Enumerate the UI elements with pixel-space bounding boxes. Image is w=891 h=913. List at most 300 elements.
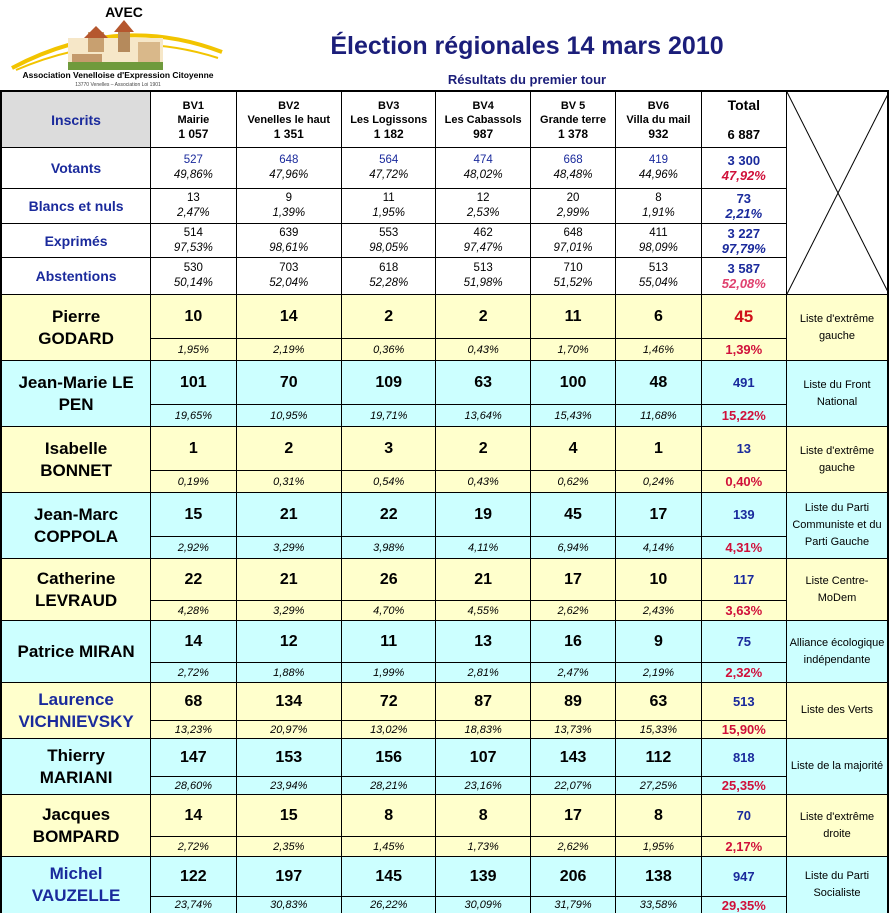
stat-cell [616,258,701,295]
cross-mark-icon [787,92,888,294]
vote-count: 156 [342,739,436,777]
vote-percent: 2,72% [151,837,236,857]
stat-value: 710 [563,262,583,275]
stat-percent: 50,14% [173,277,213,290]
list-name: Liste des Verts [786,683,888,739]
candidate-votes-row [1,493,888,537]
stat-total-percent: 97,79% [721,240,766,256]
candidate-last-name: VAUZELLE [31,886,121,906]
candidate-first-name: Jean-Marc [34,504,119,524]
candidate-last-name: VICHNIEVSKY [18,711,134,731]
vote-count: 11 [342,621,436,663]
vote-percent: 31,79% [530,897,615,913]
stat-percent: 2,99% [556,206,590,219]
vote-percent: 2,81% [436,663,530,683]
logo-association-name: Association Venelloise d'Expression Citoyenne [22,70,214,80]
vote-percent: 13,73% [530,721,615,739]
vote-percent: 0,31% [236,471,341,493]
logo-name: AVEC [105,4,143,20]
vote-count: 112 [616,739,701,777]
stat-cell [616,223,701,258]
vote-percent: 13,02% [342,721,436,739]
bv-header: BV4 Les Cabassols 987 [436,91,530,148]
candidate-name [1,427,151,493]
vote-percent: 0,19% [151,471,236,493]
vote-percent: 1,95% [151,339,236,361]
page-subtitle: Résultats du premier tour [447,72,607,87]
vote-percent: 33,58% [616,897,701,913]
total-percent: 0,40% [701,471,786,493]
stat-total-cell [701,148,786,189]
stat-percent: 47,72% [369,169,409,182]
stat-percent: 48,02% [463,169,503,182]
vote-count: 1 [616,427,701,471]
vote-count: 8 [436,795,530,837]
stat-value: 513 [473,262,493,275]
vote-count: 100 [530,361,615,405]
vote-count: 2 [342,295,436,339]
total-votes: 513 [701,683,786,721]
candidate-votes-row [1,295,888,339]
stat-total-percent: 2,21% [725,205,763,221]
stat-cell [436,189,530,224]
total-percent: 1,39% [701,339,786,361]
stat-cell [530,223,615,258]
list-name: Liste d'extrême gauche [786,295,888,361]
vote-percent: 23,16% [436,777,530,795]
vote-percent: 0,43% [436,471,530,493]
vote-percent: 2,35% [236,837,341,857]
stat-cell [151,148,236,189]
header-row [1,91,888,148]
candidate-name [1,621,151,683]
candidate-last-name: BONNET [40,460,112,480]
total-percent: 2,17% [701,837,786,857]
stat-value: 564 [379,154,399,167]
vote-count: 2 [436,295,530,339]
list-name: Liste de la majorité [786,739,888,795]
stat-cell [236,148,341,189]
vote-count: 8 [342,795,436,837]
page-title: Élection régionales 14 mars 2010 [330,32,724,60]
stat-value: 514 [183,226,203,239]
vote-count: 2 [236,427,341,471]
candidate-first-name: Catherine [36,568,116,588]
vote-count: 17 [616,493,701,537]
vote-percent: 6,94% [530,537,615,559]
vote-percent: 13,64% [436,405,530,427]
candidate-votes-row [1,621,888,663]
candidate-last-name: MARIANI [39,767,113,787]
vote-percent: 15,33% [616,721,701,739]
total-votes: 491 [701,361,786,405]
list-name: Liste d'extrême droite [786,795,888,857]
stat-total-percent: 47,92% [721,168,766,184]
stat-total-cell [701,189,786,224]
stat-label: Votants [1,148,151,189]
total-votes: 947 [701,857,786,897]
stat-value: 530 [183,262,203,275]
vote-percent: 20,97% [236,721,341,739]
candidate-name [1,739,151,795]
logo-tagline: 13770 Venelles – Association Loi 1901 [75,82,161,88]
stat-value: 527 [183,154,203,167]
stat-value: 553 [379,226,399,239]
bv-header: BV1 Mairie 1 057 [151,91,236,148]
vote-count: 89 [530,683,615,721]
candidate-first-name: Thierry [47,745,105,765]
vote-percent: 4,14% [616,537,701,559]
results-table [0,90,889,913]
vote-count: 4 [530,427,615,471]
vote-count: 87 [436,683,530,721]
candidate-name [1,795,151,857]
stat-percent: 1,91% [642,206,675,219]
vote-percent: 3,29% [236,537,341,559]
stat-value: 411 [649,226,668,239]
vote-percent: 1,99% [342,663,436,683]
candidate-last-name: COPPOLA [34,526,119,546]
vote-percent: 2,72% [151,663,236,683]
candidate-votes-row [1,559,888,601]
stat-cell [436,148,530,189]
candidate-name [1,493,151,559]
stat-total-value: 3 300 [727,153,761,169]
vote-percent: 10,95% [236,405,341,427]
vote-count: 14 [151,795,236,837]
vote-percent: 4,11% [436,537,530,559]
stat-label: Blancs et nuls [1,189,151,224]
stat-percent: 55,04% [638,277,678,290]
vote-count: 6 [616,295,701,339]
vote-count: 68 [151,683,236,721]
vote-count: 22 [151,559,236,601]
total-percent: 3,63% [701,601,786,621]
candidate-first-name: Laurence [38,689,114,709]
total-votes: 75 [701,621,786,663]
stat-value: 639 [279,226,299,239]
vote-percent: 13,23% [151,721,236,739]
vote-percent: 26,22% [342,897,436,913]
vote-count: 3 [342,427,436,471]
stat-value: 419 [648,154,669,167]
vote-count: 14 [236,295,341,339]
stat-cell [436,223,530,258]
total-votes: 70 [701,795,786,837]
vote-count: 2 [436,427,530,471]
vote-count: 101 [151,361,236,405]
vote-count: 72 [342,683,436,721]
total-percent: 15,90% [701,721,786,739]
page-header [0,0,891,92]
stat-total-cell [701,223,786,258]
vote-percent: 19,71% [342,405,436,427]
stat-percent: 98,05% [369,241,409,254]
vote-count: 10 [616,559,701,601]
stat-cell [236,189,341,224]
stat-value: 462 [473,226,493,239]
stat-percent: 1,95% [372,206,406,219]
stat-cell [151,189,236,224]
vote-percent: 1,46% [616,339,701,361]
vote-count: 147 [151,739,236,777]
list-name: Liste du Parti Socialiste [786,857,888,913]
stat-cell [530,189,615,224]
stat-total-cell [701,258,786,295]
vote-count: 70 [236,361,341,405]
vote-count: 45 [530,493,615,537]
candidate-first-name: Isabelle [44,438,108,458]
results-body [1,91,888,913]
vote-count: 107 [436,739,530,777]
stat-cell [236,258,341,295]
vote-count: 16 [530,621,615,663]
vote-percent: 28,60% [151,777,236,795]
vote-count: 197 [236,857,341,897]
stat-percent: 52,28% [369,277,409,290]
logo-village-icon [8,18,228,72]
stat-value: 648 [279,154,299,167]
vote-percent: 1,88% [236,663,341,683]
stat-cell [151,258,236,295]
candidate-first-name: Jean-Marie LE [18,372,134,392]
stat-percent: 98,09% [638,241,678,254]
stat-value: 8 [655,191,662,204]
stat-cell [342,258,436,295]
vote-percent: 1,95% [616,837,701,857]
vote-count: 138 [616,857,701,897]
stat-value: 11 [382,191,395,204]
candidate-name [1,295,151,361]
candidate-first-name: Michel [49,864,103,884]
vote-percent: 22,07% [530,777,615,795]
candidate-last-name: BOMPARD [32,826,120,846]
stat-row [1,223,888,258]
stat-cell [616,148,701,189]
vote-percent: 15,43% [530,405,615,427]
vote-count: 13 [436,621,530,663]
vote-count: 206 [530,857,615,897]
vote-count: 10 [151,295,236,339]
candidate-name [1,857,151,913]
vote-percent: 1,73% [436,837,530,857]
stat-percent: 1,39% [272,206,306,219]
candidate-first-name: Jacques [42,804,111,824]
vote-percent: 1,45% [342,837,436,857]
vote-percent: 2,19% [236,339,341,361]
vote-percent: 4,55% [436,601,530,621]
list-name: Liste Centre-MoDem [786,559,888,621]
vote-count: 15 [151,493,236,537]
candidate-first-name: Pierre [51,306,101,326]
stat-row [1,189,888,224]
candidate-votes-row [1,795,888,837]
stat-percent: 47,96% [269,169,309,182]
vote-count: 17 [530,795,615,837]
stat-row [1,148,888,189]
vote-percent: 2,19% [616,663,701,683]
list-name: Liste du Parti Communiste et du Parti Gauche [786,493,888,559]
vote-percent: 19,65% [151,405,236,427]
vote-count: 15 [236,795,341,837]
total-percent: 15,22% [701,405,786,427]
stat-value: 618 [379,262,399,275]
stat-percent: 49,86% [173,169,213,182]
vote-count: 12 [236,621,341,663]
vote-percent: 4,70% [342,601,436,621]
vote-percent: 23,94% [236,777,341,795]
vote-count: 14 [151,621,236,663]
vote-count: 122 [151,857,236,897]
stat-total-value: 3 227 [727,225,761,241]
stat-percent: 52,04% [269,277,309,290]
stat-cell [436,258,530,295]
candidate-votes-row [1,683,888,721]
candidate-votes-row [1,739,888,777]
vote-percent: 2,62% [530,601,615,621]
vote-count: 26 [342,559,436,601]
total-votes: 139 [701,493,786,537]
stat-value: 9 [285,191,292,204]
stat-cell [530,148,615,189]
vote-count: 11 [530,295,615,339]
vote-percent: 27,25% [616,777,701,795]
vote-count: 134 [236,683,341,721]
vote-count: 109 [342,361,436,405]
vote-percent: 0,54% [342,471,436,493]
stat-total-value: 73 [736,190,752,206]
total-header: Total 6 887 [701,91,786,148]
stat-cell [342,148,436,189]
vote-percent: 28,21% [342,777,436,795]
stat-label: Abstentions [1,258,151,295]
stat-value: 703 [279,262,299,275]
vote-count: 1 [151,427,236,471]
bv-header: BV3 Les Logissons 1 182 [342,91,436,148]
vote-percent: 0,43% [436,339,530,361]
total-votes: 45 [701,295,786,339]
stat-value: 12 [476,191,490,204]
vote-percent: 3,29% [236,601,341,621]
vote-count: 139 [436,857,530,897]
candidate-votes-row [1,361,888,405]
stat-percent: 97,47% [463,241,503,254]
vote-count: 9 [616,621,701,663]
vote-percent: 0,24% [616,471,701,493]
list-name: Alliance écologique indépendante [786,621,888,683]
vote-percent: 4,28% [151,601,236,621]
stat-row [1,258,888,295]
stat-cell [342,189,436,224]
vote-percent: 18,83% [436,721,530,739]
vote-percent: 2,62% [530,837,615,857]
stat-percent: 44,96% [638,169,678,182]
stat-value: 474 [473,154,493,167]
stat-percent: 2,47% [177,206,210,219]
candidate-last-name: LEVRAUD [35,590,118,610]
vote-count: 19 [436,493,530,537]
stat-value: 668 [563,154,583,167]
stat-percent: 48,48% [553,169,593,182]
stat-percent: 2,53% [466,206,500,219]
candidate-last-name: PEN [58,394,94,414]
vote-percent: 3,98% [342,537,436,559]
stat-percent: 51,52% [553,277,593,290]
vote-percent: 0,62% [530,471,615,493]
candidate-name [1,683,151,739]
vote-percent: 23,74% [151,897,236,913]
vote-count: 48 [616,361,701,405]
vote-count: 21 [236,559,341,601]
vote-percent: 30,83% [236,897,341,913]
vote-count: 63 [436,361,530,405]
stat-total-value: 3 587 [727,261,761,277]
empty-crossed-cell [786,91,888,295]
candidate-name [1,361,151,427]
list-name: Liste d'extrême gauche [786,427,888,493]
total-votes: 13 [701,427,786,471]
stat-value: 513 [648,262,669,275]
bv-header: BV6 Villa du mail 932 [616,91,701,148]
vote-count: 21 [236,493,341,537]
stat-total-percent: 52,08% [721,276,766,292]
candidate-votes-row [1,427,888,471]
vote-count: 21 [436,559,530,601]
vote-percent: 11,68% [616,405,701,427]
total-percent: 2,32% [701,663,786,683]
stat-cell [530,258,615,295]
vote-count: 17 [530,559,615,601]
inscrits-label: Inscrits [1,91,151,148]
stat-cell [616,189,701,224]
candidate-name [1,559,151,621]
stat-cell [342,223,436,258]
list-name: Liste du Front National [786,361,888,427]
candidate-last-name: GODARD [38,328,114,348]
candidate-votes-row [1,857,888,897]
vote-percent: 2,92% [151,537,236,559]
vote-count: 8 [616,795,701,837]
stat-value: 13 [186,191,200,204]
stat-percent: 97,01% [553,241,593,254]
vote-count: 22 [342,493,436,537]
candidate-first-name: Patrice MIRAN [17,641,135,661]
stat-percent: 97,53% [173,241,213,254]
stat-percent: 98,61% [269,241,309,254]
stat-value: 648 [563,226,583,239]
vote-count: 143 [530,739,615,777]
vote-count: 153 [236,739,341,777]
avec-logo [8,4,228,90]
vote-percent: 2,47% [530,663,615,683]
vote-count: 63 [616,683,701,721]
stat-label: Exprimés [1,223,151,258]
vote-percent: 30,09% [436,897,530,913]
bv-header: BV 5 Grande terre 1 378 [530,91,615,148]
total-percent: 29,35% [701,897,786,913]
total-votes: 818 [701,739,786,777]
vote-percent: 2,43% [616,601,701,621]
stat-value: 20 [566,191,580,204]
vote-count: 145 [342,857,436,897]
stat-cell [151,223,236,258]
vote-percent: 0,36% [342,339,436,361]
stat-cell [236,223,341,258]
vote-percent: 1,70% [530,339,615,361]
total-percent: 25,35% [701,777,786,795]
total-percent: 4,31% [701,537,786,559]
bv-header: BV2 Venelles le haut 1 351 [236,91,341,148]
